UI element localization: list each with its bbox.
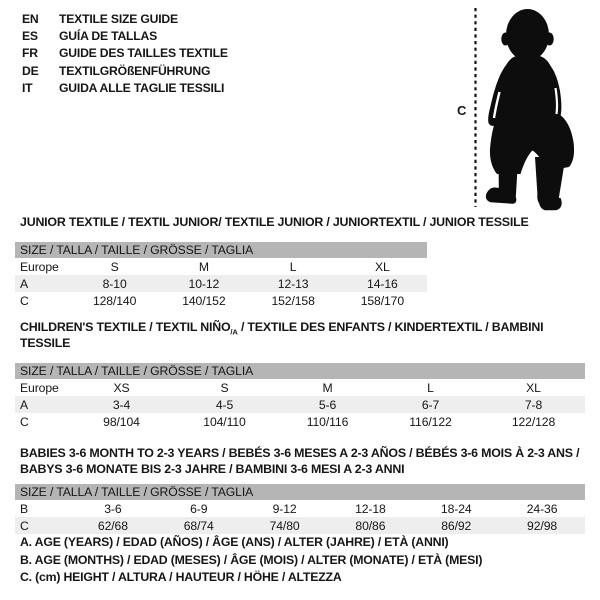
- table-row: [15, 258, 427, 275]
- row-cell: 122/128: [511, 414, 556, 429]
- table-title-segment: CHILDREN'S TEXTILE / TEXTIL NIÑO: [20, 320, 231, 334]
- table-section: [0, 319, 600, 430]
- size-table: [15, 363, 585, 430]
- row-cell: 3-4: [112, 397, 131, 412]
- row-label: Europe: [20, 380, 59, 395]
- row-cell: 104/110: [203, 414, 246, 429]
- row-cell: 24-36: [526, 501, 558, 516]
- row-label: B: [20, 501, 29, 516]
- row-cell: 5-6: [318, 397, 337, 412]
- table-row: [15, 500, 585, 517]
- baby-silhouette: [486, 9, 574, 210]
- row-cell: L: [427, 380, 434, 395]
- table-row: [15, 396, 585, 413]
- row-cell: 152/158: [271, 293, 315, 308]
- row-cell: 98/104: [103, 414, 140, 429]
- row-cell: 6-7: [421, 397, 440, 412]
- row-label: Europe: [20, 259, 59, 274]
- row-cell: 62/68: [97, 518, 128, 533]
- row-cell: XL: [375, 259, 390, 274]
- table-title-segment: /A: [230, 327, 238, 337]
- table-title-segment: BABYS 3-6 MONATE BIS 2-3 JAHRE / BAMBINI 3-6 MESI A 2-3 ANNI: [20, 462, 405, 476]
- table-title-segment: JUNIOR TEXTILE / TEXTIL JUNIOR/ TEXTILE JUNIOR / JUNIORTEXTIL / JUNIOR TESSILE: [20, 215, 529, 229]
- table-size-header: SIZE / TALLA / TAILLE / GRÖSSE / TAGLIA: [15, 484, 585, 500]
- language-item: [22, 80, 228, 97]
- row-cell: M: [198, 259, 209, 274]
- footnote-line: C. (cm) HEIGHT / ALTURA / HAUTEUR / HÖHE / ALTEZZA: [20, 570, 342, 585]
- row-cell: 116/122: [409, 414, 452, 429]
- row-cell: 128/140: [92, 293, 137, 308]
- table-title: [20, 319, 585, 351]
- row-cell: 4-5: [215, 397, 234, 412]
- table-size-header: SIZE / TALLA / TAILLE / GRÖSSE / TAGLIA: [15, 363, 585, 379]
- baby-figure: [440, 0, 600, 216]
- row-label: A: [20, 276, 29, 291]
- row-cell: 86/92: [441, 518, 472, 533]
- row-cell: 140/152: [182, 293, 226, 308]
- language-label: TEXTILGRÖßENFÜHRUNG: [59, 63, 211, 78]
- language-item: [22, 63, 228, 80]
- row-cell: 10-12: [188, 276, 220, 291]
- row-cell: 8-10: [102, 276, 127, 291]
- table-row: [15, 517, 585, 534]
- row-cell: L: [289, 259, 297, 274]
- row-cell: 92/98: [527, 518, 558, 533]
- language-code: FR: [22, 46, 38, 61]
- table-row: [15, 275, 427, 292]
- language-item: [22, 45, 228, 62]
- row-label: A: [20, 397, 29, 412]
- table-title-segment: BABIES 3-6 MONTH TO 2-3 YEARS / BEBÉS 3-6 MESES A 2-3 AÑOS / BÉBÉS 3-6 MOIS À 2-3 ANS /: [20, 446, 580, 460]
- row-cell: 12-18: [355, 501, 386, 516]
- language-code: EN: [22, 12, 39, 26]
- table-section: [0, 445, 600, 534]
- row-cell: XL: [526, 380, 541, 395]
- table-section: [0, 214, 600, 309]
- row-cell: M: [322, 380, 333, 395]
- table-row: [15, 292, 427, 309]
- language-list: [22, 11, 228, 97]
- footnotes: [20, 534, 482, 587]
- row-cell: S: [110, 259, 119, 274]
- row-label: C: [20, 293, 29, 308]
- language-code: ES: [22, 29, 38, 44]
- footnote-line: B. AGE (MONTHS) / EDAD (MESES) / ÂGE (MOIS) / ALTER (MONATE) / ETÀ (MESI): [20, 552, 483, 567]
- table-title: [20, 214, 585, 230]
- language-code: DE: [22, 63, 39, 78]
- row-cell: 18-24: [440, 501, 472, 516]
- row-label: C: [20, 518, 29, 533]
- language-label: GUIDE DES TAILLES TEXTILE: [59, 46, 228, 61]
- row-cell: 7-8: [524, 397, 543, 412]
- row-cell: 68/74: [183, 518, 214, 533]
- row-cell: 12-13: [277, 276, 309, 291]
- table-row: [15, 379, 585, 396]
- footnote-line: A. AGE (YEARS) / EDAD (AÑOS) / ÂGE (ANS) / ALTER (JAHRE) / ETÀ (ANNI): [20, 535, 449, 549]
- tables-container: [0, 212, 600, 534]
- row-cell: S: [220, 380, 229, 395]
- row-cell: 6-9: [190, 501, 208, 516]
- row-cell: 3-6: [104, 501, 122, 516]
- row-label: C: [20, 414, 29, 429]
- height-measure-label: C: [457, 103, 467, 118]
- table-size-header: SIZE / TALLA / TAILLE / GRÖSSE / TAGLIA: [15, 242, 427, 258]
- table-row: [15, 413, 585, 430]
- language-item: [22, 28, 228, 45]
- table-title-segment: / TEXTILE DES ENFANTS / KINDERTEXTIL / BAMBINI TESSILE: [20, 320, 544, 350]
- row-cell: 80/86: [355, 518, 386, 533]
- language-item: [22, 11, 228, 28]
- row-cell: XS: [113, 380, 130, 395]
- row-cell: 14-16: [367, 276, 398, 291]
- language-label: TEXTILE SIZE GUIDE: [59, 12, 178, 26]
- size-table: [15, 242, 427, 309]
- row-cell: 9-12: [272, 501, 297, 516]
- size-table: [15, 484, 585, 534]
- row-cell: 74/80: [269, 518, 300, 533]
- language-label: GUÍA DE TALLAS: [59, 29, 158, 44]
- row-cell: 110/116: [306, 414, 349, 429]
- table-title: [20, 445, 585, 477]
- language-code: IT: [22, 80, 33, 95]
- language-label: GUIDA ALLE TAGLIE TESSILI: [59, 80, 225, 95]
- row-cell: 158/170: [360, 293, 405, 308]
